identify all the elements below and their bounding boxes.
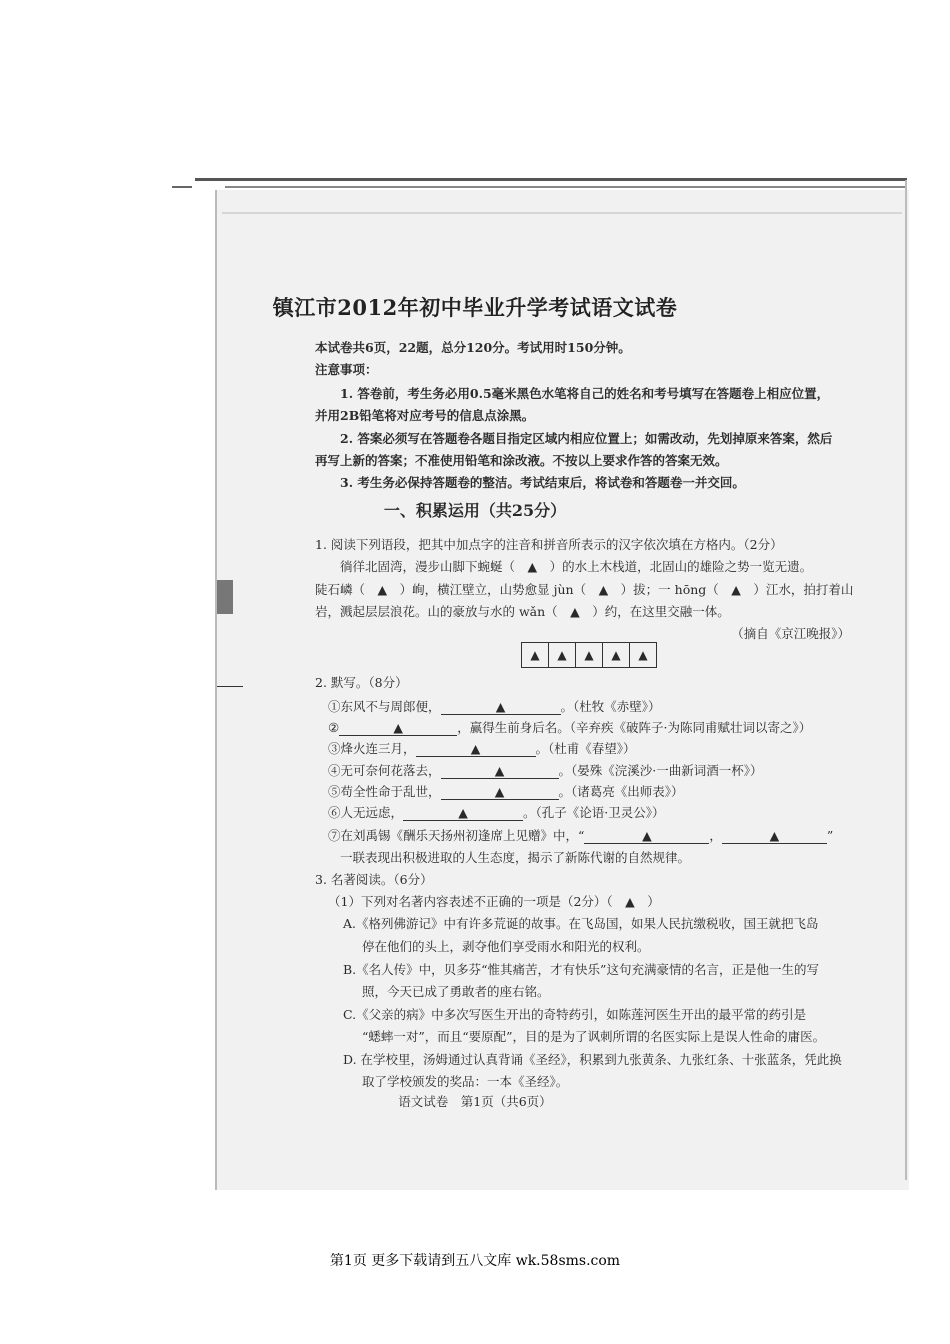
answer-box: ▲ <box>576 643 603 667</box>
question-1-text: 徜徉北固湾，漫步山脚下蜿蜒（ ▲ ）的水上木栈道，北固山的雄险之势一览无遗。 <box>340 559 813 574</box>
dictation-post: ，赢得生前身后名。（辛弃疾《破阵子·为陈同甫赋壮词以寄之》） <box>457 720 812 735</box>
dictation-post: 。（杜甫《春望》） <box>535 741 636 756</box>
option-a-cont: 停在他们的头上，剥夺他们享受雨水和阳光的权利。 <box>362 939 650 954</box>
page-edge <box>172 186 192 188</box>
dictation-item-note: 一联表现出积极进取的人生态度，揭示了新陈代谢的自然规律。 <box>340 850 691 865</box>
dictation-pre: ② <box>328 720 340 735</box>
question-2-prompt: 2. 默写。（8分） <box>315 675 408 690</box>
dictation-pre: ③烽火连三月， <box>328 741 416 756</box>
dictation-blank: ▲ <box>441 784 559 800</box>
dictation-blank: ▲ <box>722 828 827 844</box>
answer-box: ▲ <box>638 648 648 662</box>
dictation-blank: ▲ <box>403 805 523 821</box>
exam-info: 本试卷共6页，22题，总分120分。考试用时150分钟。 <box>315 340 631 355</box>
dictation-blank: ▲ <box>441 763 559 779</box>
notice-label: 注意事项： <box>315 362 378 377</box>
answer-box: ▲ <box>522 643 549 667</box>
document-footer: 第1页 更多下载请到五八文库 wk.58sms.com <box>329 1253 621 1269</box>
dictation-item <box>328 739 636 757</box>
dictation-item <box>328 803 665 821</box>
page-edge <box>225 186 905 188</box>
question-1-source: （摘自《京江晚报》） <box>731 626 850 641</box>
dictation-item <box>328 718 811 736</box>
dictation-post: 。（孔子《论语·卫灵公》） <box>523 805 665 820</box>
dictation-end: ” <box>826 828 834 843</box>
question-1-prompt: 1. 阅读下列语段，把其中加点字的注音和拼音所表示的汉字依次填在方格内。（2分） <box>315 537 783 552</box>
notice-line: 再写上新的答案；不准使用铅笔和涂改液。不按以上要求作答的答案无效。 <box>315 453 728 468</box>
option-d-cont: 取了学校颁发的奖品：一本《圣经》。 <box>362 1074 569 1089</box>
dictation-post: 。（晏殊《浣溪沙·一曲新词酒一杯》） <box>558 763 763 778</box>
option-b-cont: 照，今天已成了勇敢者的座右铭。 <box>362 984 550 999</box>
dictation-item <box>328 697 661 715</box>
dictation-pre: ⑥人无远虑， <box>328 805 404 820</box>
question-3-prompt: 3. 名著阅读。（6分） <box>315 872 433 887</box>
dictation-item <box>328 782 684 800</box>
binding-mark <box>217 580 233 614</box>
page-edge <box>222 212 902 214</box>
dictation-pre: ④无可奈何花落去， <box>328 763 441 778</box>
answer-box: ▲ <box>603 643 630 667</box>
question-1-text: 岩，溅起层层浪花。山的豪放与水的 wǎn（ ▲ ）约，在这里交融一体。 <box>315 604 730 619</box>
option-a: A.《格列佛游记》中有许多荒诞的故事。在飞岛国，如果人民抗缴税收，国王就把飞岛 <box>343 916 819 931</box>
option-d: D. 在学校里，汤姆通过认真背诵《圣经》，积累到九张黄条、九张红条、十张蓝条，凭此换 <box>343 1052 842 1067</box>
notice-line: 1. 答卷前，考生务必用0.5毫米黑色水笔将自己的姓名和考号填写在答题卷上相应位置， <box>340 386 830 401</box>
binding-line <box>217 686 243 687</box>
option-c: C.《父亲的病》中多次写医生开出的奇特药引，如陈莲河医生开出的最平常的药引是 <box>343 1007 807 1022</box>
notice-line: 并用2B铅笔将对应考号的信息点涂黑。 <box>315 408 535 423</box>
dictation-pre: ①东风不与周郎便， <box>328 699 441 714</box>
dictation-item <box>328 826 833 844</box>
notice-line: 3. 考生务必保持答题卷的整洁。考试结束后，将试卷和答题卷一并交回。 <box>340 475 745 490</box>
answer-boxes <box>521 642 657 668</box>
dictation-sep: ， <box>709 828 722 843</box>
exam-title: 镇江市2012年初中毕业升学考试语文试卷 <box>272 295 678 320</box>
notice-line: 2. 答案必须写在答题卷各题目指定区域内相应位置上；如需改动，先划掉原来答案，然后 <box>340 431 833 446</box>
dictation-blank: ▲ <box>441 699 561 715</box>
dictation-post: 。（杜牧《赤壁》） <box>560 699 661 714</box>
question-3-sub1: （1）下列对名著内容表述不正确的一项是（2分）（ ▲ ） <box>328 894 660 909</box>
page-edge <box>905 180 907 1180</box>
answer-box: ▲ <box>549 643 576 667</box>
dictation-pre: ⑤苟全性命于乱世， <box>328 784 441 799</box>
option-c-cont: “蟋蟀一对”，而且“要原配”，目的是为了讽刺所谓的名医实际上是误人性命的庸医。 <box>362 1029 826 1044</box>
question-1-text: 陡石嶙（ ▲ ）峋，横江壁立，山势愈显 jùn（ ▲ ）拔；一 hōng（ ▲ ）江水，拍打着山 <box>315 582 854 597</box>
dictation-item <box>328 761 763 779</box>
option-b: B.《名人传》中，贝多芬“惟其痛苦，才有快乐”这句充满豪情的名言，正是他一生的写 <box>343 962 819 977</box>
dictation-blank: ▲ <box>584 828 709 844</box>
dictation-blank: ▲ <box>416 741 536 757</box>
section-heading: 一、积累运用（共25分） <box>383 501 567 520</box>
page-edge <box>195 178 907 181</box>
exam-page-number: 语文试卷 第1页（共6页） <box>398 1094 552 1109</box>
dictation-pre: ⑦在刘禹锡《酬乐天扬州初逢席上见赠》中，“ <box>328 828 585 843</box>
dictation-post: 。（诸葛亮《出师表》） <box>558 784 684 799</box>
dictation-blank: ▲ <box>339 720 457 736</box>
